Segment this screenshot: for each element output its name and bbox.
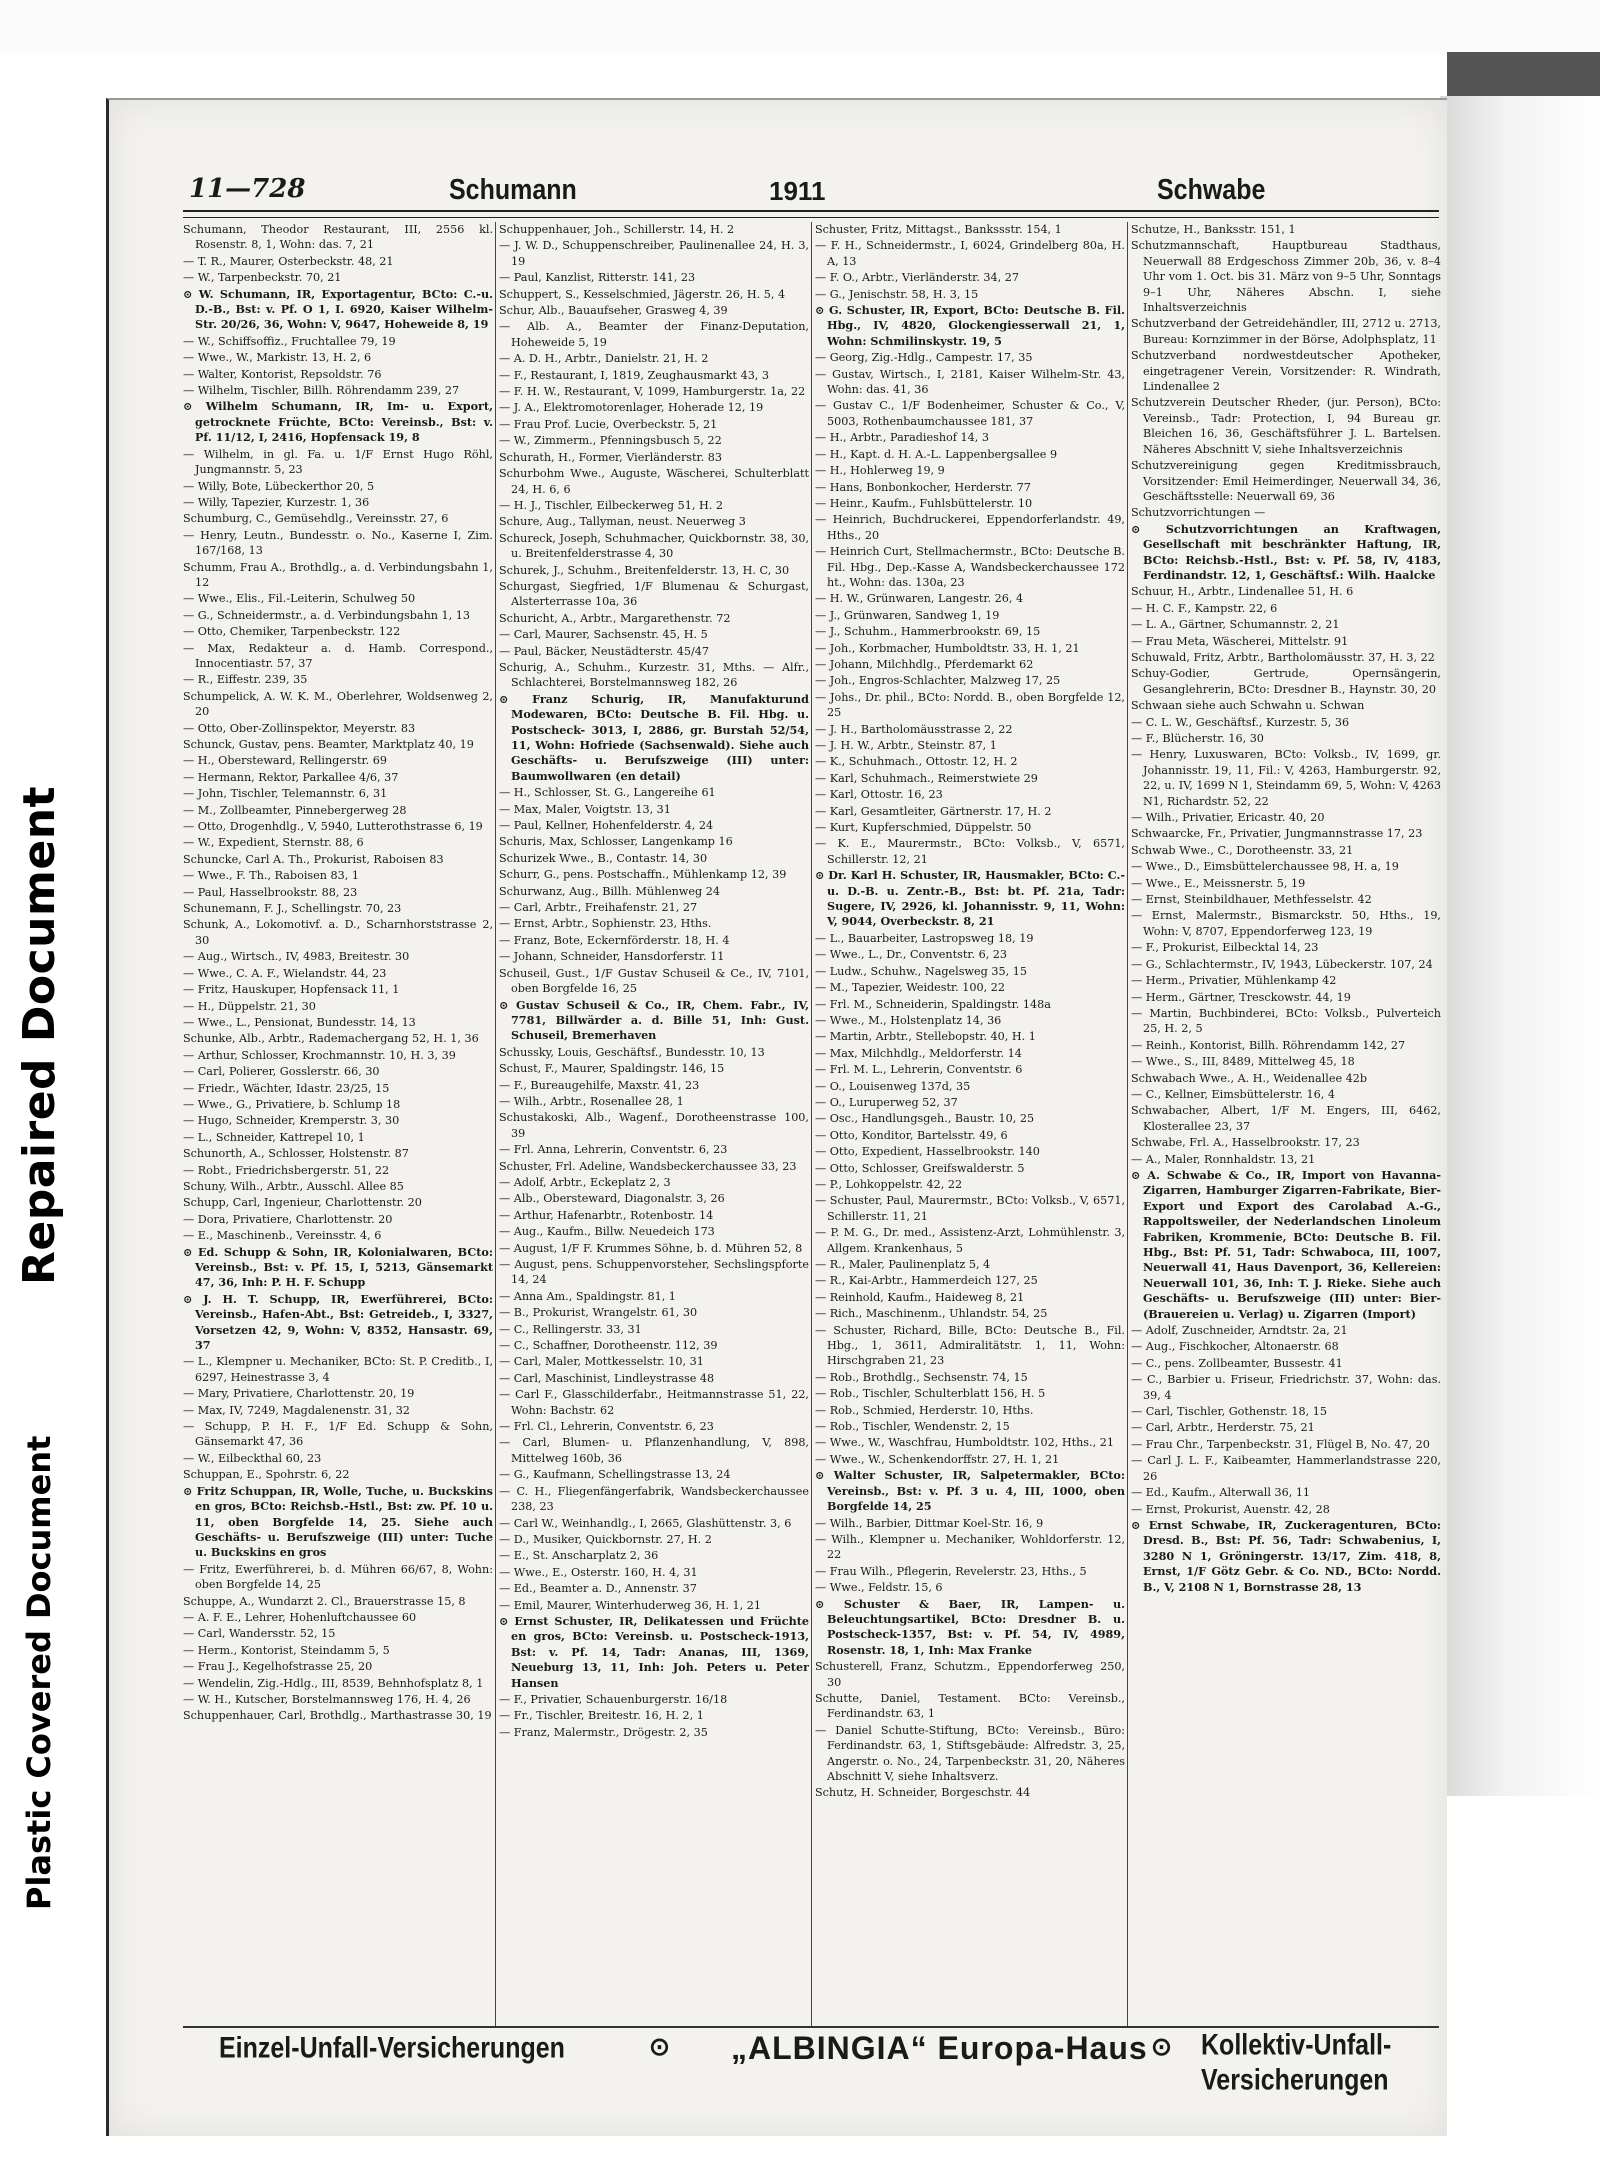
directory-entry: — Wilh., Klempner u. Mechaniker, Wohldorferstr. 12, 22 bbox=[815, 1532, 1125, 1562]
header-rule bbox=[183, 210, 1439, 218]
directory-entry: — Frl. M., Schneiderin, Spaldingstr. 148a bbox=[815, 997, 1051, 1011]
directory-entry: — J. W. D., Schuppenschreiber, Paulinenallee 24, H. 3, 19 bbox=[499, 239, 809, 268]
directory-entry: — Ernst, Arbtr., Sophienstr. 23, Hths. bbox=[499, 917, 712, 931]
directory-entry: — F., Privatier, Schauenburgerstr. 16/18 bbox=[499, 1692, 728, 1706]
directory-entry: Schwabacher, Albert, 1/F M. Engers, III, 6462, Klosterallee 23, 37 bbox=[1131, 1104, 1441, 1133]
directory-entry: — H., Arbtr., Paradieshof 14, 3 bbox=[815, 431, 989, 445]
directory-entry: — M., Tapezier, Weidestr. 100, 22 bbox=[815, 981, 1005, 995]
header-first-name: Schumann bbox=[449, 173, 577, 207]
directory-entry: — Anna Am., Spaldingstr. 81, 1 bbox=[499, 1289, 676, 1303]
column-divider bbox=[1127, 222, 1128, 2027]
scan-top-margin bbox=[0, 0, 1600, 55]
repaired-document-label: Repaired Document bbox=[14, 785, 65, 1285]
directory-entry: — L., Klempner u. Mechaniker, BCto: St. P. Creditb., I, 6297, Heinestrasse 3, 4 bbox=[183, 1355, 493, 1384]
directory-entry: Schunemann, F. J., Schellingstr. 70, 23 bbox=[183, 902, 402, 916]
directory-entry: — Rob., Tischler, Wendenstr. 2, 15 bbox=[815, 1420, 1010, 1434]
directory-entry: Schurig, A., Schuhm., Kurzestr. 31, Mths. — Alfr., Schlachterei, Borstelmannsweg 182, 26 bbox=[499, 660, 809, 690]
directory-entry: — Henry, Luxuswaren, BCto: Volksb., IV, 1699, gr. Johannisstr. 19, 11, Fil.: V, 4263, Hamburgerstr. 92, 22, u. IV, 1699 N 1, Steindamm 69, 5, Wohn: V, 4263 N1, Richardstr. 52, 22 bbox=[1131, 748, 1441, 808]
directory-entry: Schuster, Fritz, Mittagst., Bankssstr. 154, 1 bbox=[815, 223, 1062, 236]
directory-entry: — Paul, Kellner, Hohenfelderstr. 4, 24 bbox=[499, 819, 714, 833]
directory-entry: — Willy, Tapezier, Kurzestr. 1, 36 bbox=[183, 495, 370, 509]
directory-entry: — R., Eiffestr. 239, 35 bbox=[183, 673, 308, 687]
directory-entry: — Johann, Milchhdlg., Pferdemarkt 62 bbox=[815, 657, 1034, 671]
directory-entry: — C., pens. Zollbeamter, Bussestr. 41 bbox=[1131, 1356, 1343, 1370]
footer-left-ad: Einzel-Unfall-Versicherungen bbox=[219, 2031, 565, 2065]
directory-entry: — Reinh., Kontorist, Billh. Röhrendamm 142, 27 bbox=[1131, 1038, 1406, 1052]
directory-entry: — August, 1/F F. Krummes Söhne, b. d. Mühren 52, 8 bbox=[499, 1241, 803, 1255]
directory-entry: Schuur, H., Arbtr., Lindenallee 51, H. 6 bbox=[1131, 585, 1354, 599]
directory-entry: — Adolf, Zuschneider, Arndtstr. 2a, 21 bbox=[1131, 1324, 1348, 1338]
directory-entry: — Dora, Privatiere, Charlottenstr. 20 bbox=[183, 1212, 393, 1226]
directory-entry: — D., Musiker, Quickbornstr. 27, H. 2 bbox=[499, 1532, 712, 1546]
directory-entry: ⊙ G. Schuster, IR, Export, BCto: Deutsche B. Fil. Hbg., IV, 4820, Glockengiesserwall 21, 1, Wohn: Schmilinskystr. 19, 5 bbox=[815, 303, 1125, 348]
directory-entry: — K. E., Maurermstr., BCto: Volksb., V, 6571, Schillerstr. 12, 21 bbox=[815, 837, 1125, 866]
directory-entry: — L., Bauarbeiter, Lastropsweg 18, 19 bbox=[815, 931, 1034, 945]
directory-entry: — Wwe., D., Eimsbüttelerchaussee 98, H. a, 19 bbox=[1131, 860, 1399, 874]
directory-entry: Schuppenhauer, Carl, Brothdlg., Marthastrasse 30, 19 bbox=[183, 1709, 492, 1723]
directory-entry: — Arthur, Hafenarbtr., Rotenbostr. 14 bbox=[499, 1208, 714, 1222]
header-last-name: Schwabe bbox=[1157, 173, 1266, 207]
directory-entry: — Kurt, Kupferschmied, Düppelstr. 50 bbox=[815, 821, 1032, 835]
document-condition-sidebar bbox=[0, 60, 100, 2160]
directory-entry: Schutz, H. Schneider, Borgeschstr. 44 bbox=[815, 1786, 1031, 1800]
directory-entry: — T. R., Maurer, Osterbeckstr. 48, 21 bbox=[183, 254, 394, 268]
directory-entry: — G., Kaufmann, Schellingstrasse 13, 24 bbox=[499, 1468, 731, 1482]
directory-entry: — Hugo, Schneider, Kremperstr. 3, 30 bbox=[183, 1114, 400, 1128]
directory-entry: Schunck, Gustav, pens. Beamter, Marktplatz 40, 19 bbox=[183, 738, 474, 751]
directory-entry: — K., Schuhmach., Ottostr. 12, H. 2 bbox=[815, 755, 1018, 769]
directory-entry: — Otto, Konditor, Bartelsstr. 49, 6 bbox=[815, 1128, 1008, 1142]
directory-entry: — F., Blücherstr. 16, 30 bbox=[1131, 732, 1264, 745]
directory-entry: — Willy, Bote, Lübeckerthor 20, 5 bbox=[183, 479, 375, 493]
directory-entry: Schusterell, Franz, Schutzm., Eppendorferweg 250, 30 bbox=[815, 1660, 1125, 1689]
directory-entry: Schumpelick, A. W. K. M., Oberlehrer, Woldsenweg 2, 20 bbox=[183, 689, 493, 719]
directory-entry: — Walter, Kontorist, Repsoldstr. 76 bbox=[183, 367, 382, 381]
directory-entry: — G., Jenischstr. 58, H. 3, 15 bbox=[815, 287, 979, 301]
directory-entry: — Wwe., F. Th., Raboisen 83, 1 bbox=[183, 869, 359, 883]
directory-entry: — Wendelin, Zig.-Hdlg., III, 8539, Behnhofsplatz 8, 1 bbox=[183, 1676, 484, 1690]
directory-entry: — Herm., Kontorist, Steindamm 5, 5 bbox=[183, 1643, 390, 1657]
directory-entry: — Heinr., Kaufm., Fuhlsbüttelerstr. 10 bbox=[815, 496, 1033, 510]
directory-entry: Schutzverein Deutscher Rheder, (jur. Person), BCto: Vereinsb., Tadr: Protection, I, 94 Bureau gr. Bleichen 16, 36, Geschäftsführer J. L. Bartelsen. Näheres Abschnitt V, siehe Inhaltsverzeichnis bbox=[1131, 396, 1441, 456]
directory-entry: — Joh., Engros-Schlachter, Malzweg 17, 25 bbox=[815, 674, 1061, 688]
directory-entry: — Carl F., Glasschilderfabr., Heitmannstrasse 51, 22, Wohn: Bachstr. 62 bbox=[499, 1388, 809, 1417]
directory-entry: — Carl, Maler, Mottkesselstr. 10, 31 bbox=[499, 1355, 704, 1369]
directory-entry: — Schuster, Richard, Bille, BCto: Deutsche B., Fil. Hbg., 1, 3611, Admiralitätstr. 1, 11, Wohn: Hirschgraben 21, 23 bbox=[815, 1323, 1125, 1368]
footer-bullet-icon: ⊙ bbox=[649, 2033, 670, 2061]
directory-entry: Schuncke, Carl A. Th., Prokurist, Raboisen 83 bbox=[183, 852, 444, 866]
directory-entry: — C. L. W., Geschäftsf., Kurzestr. 5, 36 bbox=[1131, 715, 1350, 729]
directory-entry: Schustakoski, Alb., Wagenf., Dorotheenstrasse 100, 39 bbox=[499, 1111, 809, 1140]
directory-entry: — Frau Wilh., Pflegerin, Revelerstr. 23, Hths., 5 bbox=[815, 1564, 1087, 1578]
directory-entry: Schurgast, Siegfried, 1/F Blumenau & Schurgast, Alsterterrasse 10a, 36 bbox=[499, 579, 809, 609]
directory-entry: — Max, IV, 7249, Magdalenenstr. 31, 32 bbox=[183, 1403, 410, 1417]
directory-entry: — W., Tarpenbeckstr. 70, 21 bbox=[183, 271, 342, 285]
directory-entry: — Frau Prof. Lucie, Overbeckstr. 5, 21 bbox=[499, 417, 718, 431]
directory-entry: — Ludw., Schuhw., Nagelsweg 35, 15 bbox=[815, 964, 1027, 978]
directory-entry: — H. C. F., Kampstr. 22, 6 bbox=[1131, 601, 1278, 615]
column-divider bbox=[495, 222, 496, 2027]
directory-page bbox=[106, 98, 1447, 2136]
directory-entry: — Robt., Friedrichsbergerstr. 51, 22 bbox=[183, 1163, 390, 1177]
directory-entry: — F. H., Schneidermstr., I, 6024, Grindelberg 80a, H. A, 13 bbox=[815, 239, 1125, 268]
directory-entry: — W., Schiffsoffiz., Fruchtallee 79, 19 bbox=[183, 334, 396, 348]
directory-entry: — Ernst, Prokurist, Auenstr. 42, 28 bbox=[1131, 1502, 1330, 1516]
directory-entry: — G., Schlachtermstr., IV, 1943, Lübeckerstr. 107, 24 bbox=[1131, 957, 1433, 971]
directory-entry: — Carl, Tischler, Gothenstr. 18, 15 bbox=[1131, 1405, 1327, 1419]
directory-entry: — Martin, Buchbinderei, BCto: Volksb., Pulverteich 25, H. 2, 5 bbox=[1131, 1006, 1441, 1036]
directory-entry: — Carl, Maschinist, Lindleystrasse 48 bbox=[499, 1371, 715, 1385]
advertisement-footer bbox=[191, 2028, 1441, 2097]
directory-entry: Schurek, J., Schuhm., Breitenfelderstr. 13, H. C, 30 bbox=[499, 563, 790, 577]
directory-entry: — Heinrich, Buchdruckerei, Eppendorferlandstr. 49, Hths., 20 bbox=[815, 513, 1125, 542]
directory-entry: — Joh., Korbmacher, Humboldtstr. 33, H. 1, 21 bbox=[815, 641, 1080, 655]
directory-entry: — Ed., Beamter a. D., Annenstr. 37 bbox=[499, 1582, 697, 1596]
directory-entry: — Wwe., W., Schenkendorffstr. 27, H. 1, 21 bbox=[815, 1452, 1060, 1466]
directory-entry: — A. F. E., Lehrer, Hohenluftchaussee 60 bbox=[183, 1610, 417, 1624]
directory-entry: — R., Maler, Paulinenplatz 5, 4 bbox=[815, 1258, 991, 1271]
directory-entry: — Emil, Maurer, Winterhuderweg 36, H. 1, 21 bbox=[499, 1598, 762, 1612]
directory-entry: — Carl, Maurer, Sachsenstr. 45, H. 5 bbox=[499, 628, 708, 642]
directory-entry: Schuppenhauer, Joh., Schillerstr. 14, H. 2 bbox=[499, 223, 735, 236]
directory-entry: — G., Schneidermstr., a. d. Verbindungsbahn 1, 13 bbox=[183, 608, 471, 622]
directory-entry: — A., Maler, Ronnhaldstr. 13, 21 bbox=[1131, 1152, 1316, 1166]
directory-entry: — O., Louisenweg 137d, 35 bbox=[815, 1079, 971, 1093]
directory-entry: — C. H., Fliegenfängerfabrik, Wandsbeckerchaussee 238, 23 bbox=[499, 1484, 809, 1514]
directory-entry: — Ernst, Steinbildhauer, Methfesselstr. 42 bbox=[1131, 893, 1372, 907]
directory-entry: — W., Expedient, Sternstr. 88, 6 bbox=[183, 836, 364, 850]
directory-entry: Schuseil, Gust., 1/F Gustav Schuseil & Ce., IV, 7101, oben Borgfelde 16, 25 bbox=[499, 966, 809, 996]
directory-entry: — E., Maschinenb., Vereinsstr. 4, 6 bbox=[183, 1229, 382, 1243]
directory-entry: — H., Schlosser, St. G., Langereihe 61 bbox=[499, 786, 716, 800]
directory-entry: — Carl J. L. F., Kaibeamter, Hammerlandstrasse 220, 26 bbox=[1131, 1454, 1441, 1483]
directory-entry: — Frau Meta, Wäscherei, Mittelstr. 91 bbox=[1131, 634, 1349, 648]
directory-entry: — C., Barbier u. Friseur, Friedrichstr. 37, Wohn: das. 39, 4 bbox=[1131, 1373, 1441, 1402]
directory-entry: Schwabach Wwe., A. H., Weidenallee 42b bbox=[1131, 1071, 1368, 1085]
directory-entry: — Max, Maler, Voigtstr. 13, 31 bbox=[499, 802, 671, 816]
directory-entry: — Otto, Expedient, Hasselbrookstr. 140 bbox=[815, 1145, 1040, 1159]
directory-entry: Schurbohm Wwe., Auguste, Wäscherei, Schulterblatt 24, H. 6, 6 bbox=[499, 467, 809, 496]
directory-entry: ⊙ W. Schumann, IR, Exportagentur, BCto: C.-u. D.-B., Bst: v. Pf. O 1, I. 6920, Kaiser Wilhelm-Str. 20/26, 36, Wohn: V, 9647, Hoheweide 8, 19 bbox=[183, 286, 493, 332]
directory-entry: — Wwe., S., III, 8489, Mittelweg 45, 18 bbox=[1131, 1055, 1355, 1069]
directory-entry: ⊙ A. Schwabe & Co., IR, Import von Havanna-Zigarren, Hamburger Zigarren-Fabrikate, Bier-Export und Export des Carolabad A.-G., Rappoltsweiler, der Nederlandschen Linoleum Fabriken, Krommenie, BCto: Deutsche B. Fil. Hbg., Bst: Pf. 51, Tadr: Schwaboca, III, 1007, Neuerwall 41, Haus Davenport, 36, Kellereien: Neuerwall 101, 36, Inh: T. J. Rieke. Siehe auch Geschäfts- u. Berufszweige (III) unter: Bier- (Brauereien u. Verlag) u. Zigarren (Import) bbox=[1131, 1167, 1441, 1321]
directory-entry: Schunorth, A., Schlosser, Holstenstr. 87 bbox=[183, 1147, 409, 1161]
directory-entry: Schwaarcke, Fr., Privatier, Jungmannstrasse 17, 23 bbox=[1131, 827, 1423, 841]
directory-entry: ⊙ Ernst Schwabe, IR, Zuckeragenturen, BCto: Dresd. B., Bst: Pf. 56, Tadr: Schwabenius, I, 3280 N 1, Gröningerstr. 13/17, Zim. 418, 8, Ernst, 1/F Götz Gebr. & Co. ND., BCto: Nordd. B., V, 2108 N 1, Bornstrasse 28, 13 bbox=[1131, 1517, 1441, 1594]
directory-entry: Schure, Aug., Tallyman, neust. Neuerweg 3 bbox=[499, 515, 746, 529]
directory-entry: — Otto, Drogenhdlg., V, 5940, Lutterothstrasse 6, 19 bbox=[183, 820, 483, 834]
directory-entry: — Wilhelm, in gl. Fa. u. 1/F Ernst Hugo Röhl, Jungmannstr. 5, 23 bbox=[183, 447, 493, 477]
directory-entry: — Arthur, Schlosser, Krochmannstr. 10, H. 3, 39 bbox=[183, 1048, 456, 1062]
directory-entry: — H. W., Grünwaren, Langestr. 26, 4 bbox=[815, 592, 1024, 606]
directory-entry: — O., Luruperweg 52, 37 bbox=[815, 1095, 958, 1109]
column-divider bbox=[811, 222, 812, 2027]
directory-entry: — Wwe., C. A. F., Wielandstr. 44, 23 bbox=[183, 966, 387, 980]
directory-entry: — Carl, Arbtr., Herderstr. 75, 21 bbox=[1131, 1421, 1315, 1435]
directory-entry: Schuppan, E., Spohrstr. 6, 22 bbox=[183, 1468, 350, 1482]
directory-entry: — Osc., Handlungsgeh., Baustr. 10, 25 bbox=[815, 1112, 1035, 1126]
directory-entry: Schutzvereinigung gegen Kreditmissbrauch, Vorsitzender: Emil Heimerdinger, Neuerwall 34, 36, Geschäftsstelle: Neuerwall 69, 36 bbox=[1131, 459, 1441, 503]
directory-entry: — Carl, Blumen- u. Pflanzenhandlung, V, 898, Mittelweg 160b, 36 bbox=[499, 1436, 809, 1465]
directory-entry: — J. H. W., Arbtr., Steinstr. 87, 1 bbox=[815, 739, 997, 752]
directory-entry: — Aug., Kaufm., Billw. Neuedeich 173 bbox=[499, 1225, 715, 1239]
directory-columns bbox=[183, 222, 1439, 2027]
directory-entry: — Wwe., L., Dr., Conventstr. 6, 23 bbox=[815, 948, 1008, 962]
directory-entry: ⊙ Schutzvorrichtungen an Kraftwagen, Gesellschaft mit beschränkter Haftung, IR, BCto: Reichsb.-Hstl., Bst: v. Pf. 58, IV, 4183, Ferdinandstr. 12, 1, Geschäftsf.: Wilh. Haalcke bbox=[1131, 521, 1441, 582]
directory-entry: Schutzverband nordwestdeutscher Apotheker, eingetragener Verein, Vorsitzender: R. Windrath, Lindenallee 2 bbox=[1131, 349, 1441, 394]
directory-entry: — F. O., Arbtr., Vierländerstr. 34, 27 bbox=[815, 271, 1019, 285]
directory-entry: Schumann, Theodor Restaurant, III, 2556 kl. Rosenstr. 8, 1, Wohn: das. 7, 21 bbox=[183, 223, 493, 252]
directory-entry: — Fritz, Ewerführerei, b. d. Mühren 66/67, 8, Wohn: oben Borgfelde 14, 25 bbox=[183, 1562, 493, 1592]
directory-entry: — Wwe., E., Meissnerstr. 5, 19 bbox=[1131, 876, 1306, 890]
directory-entry: Schumburg, C., Gemüsehdlg., Vereinsstr. 27, 6 bbox=[183, 512, 449, 526]
directory-entry: — Wwe., G., Privatiere, b. Schlump 18 bbox=[183, 1097, 401, 1111]
directory-entry: — Fritz, Hauskuper, Hopfensack 11, 1 bbox=[183, 983, 400, 997]
directory-entry: Schuricht, A., Arbtr., Margarethenstr. 72 bbox=[499, 611, 731, 625]
directory-entry: — Herm., Privatier, Mühlenkamp 42 bbox=[1131, 974, 1337, 988]
directory-entry: — Aug., Wirtsch., IV, 4983, Breitestr. 30 bbox=[183, 950, 410, 964]
directory-column-1 bbox=[183, 222, 493, 2027]
directory-entry: — Rob., Brothdlg., Sechsenstr. 74, 15 bbox=[815, 1370, 1028, 1384]
directory-entry: — Martin, Arbtr., Stellebopstr. 40, H. 1 bbox=[815, 1030, 1036, 1044]
directory-entry: — Alb., Obersteward, Diagonalstr. 3, 26 bbox=[499, 1192, 725, 1206]
directory-entry: — Rob., Tischler, Schulterblatt 156, H. 5 bbox=[815, 1387, 1046, 1401]
footer-right-ad: Kollektiv-Unfall-Versicherungen bbox=[1201, 2028, 1392, 2097]
directory-entry: — C., Schaffner, Dorotheenstr. 112, 39 bbox=[499, 1339, 718, 1353]
directory-entry: Schussky, Louis, Geschäftsf., Bundesstr. 10, 13 bbox=[499, 1045, 765, 1059]
directory-entry: Schuster, Frl. Adeline, Wandsbeckerchaussee 33, 23 bbox=[499, 1159, 797, 1173]
scan-edge-shadow bbox=[1447, 52, 1600, 96]
directory-entry: Schuris, Max, Schlosser, Langenkamp 16 bbox=[499, 835, 733, 849]
directory-entry: — Adolf, Arbtr., Eckeplatz 2, 3 bbox=[499, 1175, 671, 1189]
directory-entry: ⊙ Gustav Schuseil & Co., IR, Chem. Fabr., IV, 7781, Billwärder a. d. Bille 51, Inh: Gust. Schuseil, Bremerhaven bbox=[499, 997, 809, 1043]
directory-entry: — F., Prokurist, Eilbecktal 14, 23 bbox=[1131, 941, 1319, 955]
directory-entry: — Mary, Privatiere, Charlottenstr. 20, 19 bbox=[183, 1387, 415, 1401]
directory-entry: — Friedr., Wächter, Idastr. 23/25, 15 bbox=[183, 1081, 390, 1095]
directory-entry: — Carl, Arbtr., Freihafenstr. 21, 27 bbox=[499, 901, 698, 915]
directory-entry: — Johs., Dr. phil., BCto: Nordd. B., oben Borgfelde 12, 25 bbox=[815, 690, 1125, 720]
directory-entry: — F., Bureaugehilfe, Maxstr. 41, 23 bbox=[499, 1078, 700, 1092]
directory-entry: — E., St. Anscharplatz 2, 36 bbox=[499, 1549, 659, 1563]
directory-entry: Schutzmannschaft, Hauptbureau Stadthaus, Neuerwall 88 Erdgeschoss Zimmer 20b, 36, v. 8–4 Uhr vom 1. Oct. bis 31. März von 9–5 Uhr, Sonntags 9–1 Uhr, Näheres Abschn. I, siehe Inhaltsverzeichnis bbox=[1131, 239, 1441, 315]
directory-entry: — Fr., Tischler, Breitestr. 16, H. 2, 1 bbox=[499, 1709, 704, 1723]
directory-entry: Schwab Wwe., C., Dorotheenstr. 33, 21 bbox=[1131, 843, 1354, 857]
directory-entry: Schureck, Joseph, Schuhmacher, Quickbornstr. 38, 30, u. Breitenfelderstrasse 4, 30 bbox=[499, 531, 809, 561]
directory-entry: — Rob., Schmied, Herderstr. 10, Hths. bbox=[815, 1403, 1034, 1417]
directory-entry: — Wilhelm, Tischler, Billh. Röhrendamm 239, 27 bbox=[183, 384, 460, 398]
directory-entry: — J. H., Bartholomäusstrasse 2, 22 bbox=[815, 722, 1013, 736]
directory-entry: — Wilh., Barbier, Dittmar Koel-Str. 16, 9 bbox=[815, 1516, 1044, 1530]
plastic-covered-label: Plastic Covered Document bbox=[20, 1435, 58, 1910]
directory-entry: Schuy-Godier, Gertrude, Opernsängerin, Gesanglehrerin, BCto: Dresdner B., Haynstr. 30, 20 bbox=[1131, 667, 1441, 696]
directory-entry: Schuny, Wilh., Arbtr., Ausschl. Allee 85 bbox=[183, 1179, 404, 1193]
directory-entry: — Herm., Gärtner, Tresckowstr. 44, 19 bbox=[1131, 990, 1351, 1004]
directory-entry: — H., Düppelstr. 21, 30 bbox=[183, 999, 316, 1013]
directory-entry: ⊙ Dr. Karl H. Schuster, IR, Hausmakler, BCto: C.- u. D.-B. u. Zentr.-B., Bst: bt. Pf. 21a, Tadr: Sugere, IV, 2926, kl. Johannisstr. 9, 11, Wohn: V, 9044, Overbeckstr. 8, 21 bbox=[815, 868, 1125, 929]
directory-entry: — M., Zollbeamter, Pinnebergerweg 28 bbox=[183, 803, 407, 817]
directory-entry: — H., Obersteward, Rellingerstr. 69 bbox=[183, 754, 388, 768]
directory-entry: — Wwe., M., Holstenplatz 14, 36 bbox=[815, 1013, 1002, 1027]
directory-entry: Schuppert, S., Kesselschmied, Jägerstr. 26, H. 5, 4 bbox=[499, 287, 786, 301]
directory-entry: ⊙ J. H. T. Schupp, IR, Ewerführerei, BCto: Vereinsb., Hafen-Abt., Bst: Getreideb., I, 3327, Vorsetzen 42, 9, Wohn: V, 8352, Hansastr. 69, 37 bbox=[183, 1291, 493, 1353]
directory-entry: Schumm, Frau A., Brothdlg., a. d. Verbindungsbahn 1, 12 bbox=[183, 560, 493, 589]
directory-entry: — A. D. H., Arbtr., Danielstr. 21, H. 2 bbox=[499, 352, 709, 366]
directory-entry: — Frl. Anna, Lehrerin, Conventstr. 6, 23 bbox=[499, 1143, 728, 1157]
directory-entry: — C., Rellingerstr. 33, 31 bbox=[499, 1322, 642, 1336]
directory-entry: — Carl W., Weinhandlg., I, 2665, Glashüttenstr. 3, 6 bbox=[499, 1516, 792, 1530]
directory-entry: — Wwe., W., Markistr. 13, H. 2, 6 bbox=[183, 351, 372, 365]
directory-entry: — Otto, Ober-Zollinspektor, Meyerstr. 83 bbox=[183, 721, 416, 735]
directory-entry: — Paul, Kanzlist, Ritterstr. 141, 23 bbox=[499, 271, 696, 285]
directory-entry: Schurizek Wwe., B., Contastr. 14, 30 bbox=[499, 851, 708, 865]
directory-entry: — August, pens. Schuppenvorsteher, Sechslingspforte 14, 24 bbox=[499, 1258, 809, 1287]
directory-entry: — Karl, Schuhmach., Reimerstwiete 29 bbox=[815, 771, 1038, 785]
directory-entry: — Hans, Bonbonkocher, Herderstr. 77 bbox=[815, 480, 1031, 494]
footer-center-ad: „ALBINGIA“ Europa-Haus bbox=[731, 2030, 1148, 2066]
directory-entry: — Franz, Bote, Eckernförderstr. 18, H. 4 bbox=[499, 933, 730, 947]
directory-entry: — Reinhold, Kaufm., Haideweg 8, 21 bbox=[815, 1290, 1025, 1304]
directory-entry: Schupp, Carl, Ingenieur, Charlottenstr. 20 bbox=[183, 1196, 422, 1210]
directory-entry: — Wilh., Arbtr., Rosenallee 28, 1 bbox=[499, 1094, 684, 1108]
directory-entry: Schur, Alb., Bauaufseher, Grasweg 4, 39 bbox=[499, 304, 728, 318]
directory-entry: — Georg, Zig.-Hdlg., Campestr. 17, 35 bbox=[815, 351, 1033, 365]
directory-entry: ⊙ Schuster & Baer, IR, Lampen- u. Beleuchtungsartikel, BCto: Dresdner B. u. Postscheck-1357, Bst: v. Pf. 54, IV, 4989, Rosenstr. 18, 1, Inh: Max Franke bbox=[815, 1596, 1125, 1657]
directory-entry: — Alb. A., Beamter der Finanz-Deputation, Hoheweide 5, 19 bbox=[499, 320, 809, 349]
directory-entry: — W. H., Kutscher, Borstelmannsweg 176, H. 4, 26 bbox=[183, 1692, 471, 1706]
directory-entry: — John, Tischler, Telemannstr. 6, 31 bbox=[183, 787, 388, 801]
directory-entry: — Wwe., E., Osterstr. 160, H. 4, 31 bbox=[499, 1565, 698, 1579]
directory-entry: — Carl, Wandersstr. 52, 15 bbox=[183, 1627, 336, 1641]
directory-entry: — J. A., Elektromotorenlager, Hoherade 12, 19 bbox=[499, 401, 764, 415]
directory-entry: ⊙ Walter Schuster, IR, Salpetermakler, BCto: Vereinsb., Bst: v. Pf. 3 u. 4, III, 1000, oben Borgfelde 14, 25 bbox=[815, 1468, 1125, 1514]
directory-entry: ⊙ Ed. Schupp & Sohn, IR, Kolonialwaren, BCto: Vereinsb., Bst: v. Pf. 15, I, 5213, Gänsemarkt 47, 36, Inh: P. H. F. Schupp bbox=[183, 1244, 493, 1290]
directory-entry: ⊙ Ernst Schuster, IR, Delikatessen und Früchte en gros, BCto: Vereinsb. u. Postscheck-1913, Bst: v. Pf. 14, Tadr: Ananas, III, 1369, Neueburg 13, 11, Inh: Joh. Peters u. Peter Hansen bbox=[499, 1613, 809, 1690]
directory-entry: Schutzverband der Getreidehändler, III, 2712 u. 2713, Bureau: Kornzimmer in der Börse, Adolphsplatz, 11 bbox=[1131, 317, 1441, 346]
directory-entry: — Max, Milchhdlg., Meldorferstr. 14 bbox=[815, 1046, 1022, 1060]
directory-entry: — Franz, Malermstr., Drögestr. 2, 35 bbox=[499, 1725, 708, 1739]
directory-entry: — H., Kapt. d. H. A.-L. Lappenbergsallee 9 bbox=[815, 447, 1058, 461]
directory-entry: — Johann, Schneider, Hansdorferstr. 11 bbox=[499, 950, 725, 964]
directory-entry: — Daniel Schutte-Stiftung, BCto: Vereinsb., Büro: Ferdinandstr. 63, 1, Stiftsgebäude: Alfredstr. 3, 25, Angerstr. o. No., 24, Tarpenbeckstr. 31, 20, Näheres Abschnitt V, siehe Inhaltsverz. bbox=[815, 1723, 1125, 1783]
directory-column-4 bbox=[1131, 222, 1441, 2027]
directory-entry: — Ed., Kaufm., Alterwall 36, 11 bbox=[1131, 1486, 1311, 1500]
directory-entry: — Otto, Chemiker, Tarpenbeckstr. 122 bbox=[183, 625, 401, 639]
page-number: 11—728 bbox=[189, 174, 306, 204]
directory-entry: — Paul, Hasselbrookstr. 88, 23 bbox=[183, 885, 358, 899]
directory-entry: — Rich., Maschinenm., Uhlandstr. 54, 25 bbox=[815, 1307, 1048, 1321]
scan-edge-gradient bbox=[1440, 96, 1600, 1796]
directory-entry: — Frl. Cl., Lehrerin, Conventstr. 6, 23 bbox=[499, 1420, 714, 1434]
directory-entry: ⊙ Franz Schurig, IR, Manufakturund Modewaren, BCto: Deutsche B. Fil. Hbg. u. Postscheck- 3013, I, 2886, gr. Burstah 52/54, 11, Wohn: Hofriede (Sachsenwald). Siehe auch Geschäfts- u. Berufszweige (III) unter: Baumwollwaren (en detail) bbox=[499, 691, 809, 783]
footer-bullet-icon: ⊙ bbox=[1151, 2033, 1172, 2061]
directory-entry: — Paul, Bäcker, Neustädterstr. 45/47 bbox=[499, 644, 709, 658]
directory-entry: — Wilh., Privatier, Ericastr. 40, 20 bbox=[1131, 811, 1325, 825]
directory-entry: — B., Prokurist, Wrangelstr. 61, 30 bbox=[499, 1306, 698, 1320]
directory-entry: — Schuster, Paul, Maurermstr., BCto: Volksb., V, 6571, Schillerstr. 11, 21 bbox=[815, 1194, 1125, 1223]
directory-entry: Schutzvorrichtungen — bbox=[1131, 506, 1266, 520]
directory-entry: — P. M. G., Dr. med., Assistenz-Arzt, Lohmühlenstr. 3, Allgem. Krankenhaus, 5 bbox=[815, 1226, 1125, 1255]
directory-entry: — H., Hohlerweg 19, 9 bbox=[815, 464, 945, 478]
directory-entry: Schutte, Daniel, Testament. BCto: Vereinsb., Ferdinandstr. 63, 1 bbox=[815, 1691, 1125, 1721]
directory-entry: — Gustav, Wirtsch., I, 2181, Kaiser Wilhelm-Str. 43, Wohn: das. 41, 36 bbox=[815, 367, 1125, 397]
directory-entry: Schunke, Alb., Arbtr., Rademachergang 52, H. 1, 36 bbox=[183, 1032, 479, 1046]
directory-entry: — Wwe., L., Pensionat, Bundesstr. 14, 13 bbox=[183, 1015, 416, 1029]
directory-entry: Schurwanz, Aug., Billh. Mühlenweg 24 bbox=[499, 884, 720, 898]
directory-entry: — L., Schneider, Kattrepel 10, 1 bbox=[183, 1130, 365, 1144]
directory-entry: Schuppe, A., Wundarzt 2. Cl., Brauerstrasse 15, 8 bbox=[183, 1594, 466, 1608]
directory-entry: Schurath, H., Former, Vierländerstr. 83 bbox=[499, 450, 723, 464]
directory-entry: — Schupp, P. H. F., 1/F Ed. Schupp & Sohn, Gänsemarkt 47, 36 bbox=[183, 1420, 493, 1449]
directory-entry: Schutze, H., Banksstr. 151, 1 bbox=[1131, 223, 1296, 236]
directory-entry: — J., Schuhm., Hammerbrookstr. 69, 15 bbox=[815, 625, 1041, 639]
page-header bbox=[189, 174, 1439, 214]
directory-entry: — W., Eilbeckthal 60, 23 bbox=[183, 1451, 322, 1465]
directory-entry: — J., Grünwaren, Sandweg 1, 19 bbox=[815, 608, 1000, 622]
directory-entry: — L. A., Gärtner, Schumannstr. 2, 21 bbox=[1131, 618, 1340, 632]
directory-entry: — Hermann, Rektor, Parkallee 4/6, 37 bbox=[183, 770, 399, 784]
directory-entry: — Karl, Ottostr. 16, 23 bbox=[815, 788, 943, 802]
directory-entry: — R., Kai-Arbtr., Hammerdeich 127, 25 bbox=[815, 1274, 1038, 1288]
directory-entry: — Karl, Gesamtleiter, Gärtnerstr. 17, H. 2 bbox=[815, 804, 1052, 818]
directory-entry: — Max, Redakteur a. d. Hamb. Correspond., Innocentiastr. 57, 37 bbox=[183, 641, 493, 670]
header-year: 1911 bbox=[769, 176, 826, 206]
directory-entry: — H. J., Tischler, Eilbeckerweg 51, H. 2 bbox=[499, 498, 723, 512]
directory-entry: — Frau Chr., Tarpenbeckstr. 31, Flügel B, No. 47, 20 bbox=[1131, 1437, 1430, 1451]
directory-entry: — Aug., Fischkocher, Altonaerstr. 68 bbox=[1131, 1340, 1339, 1354]
directory-entry: ⊙ Fritz Schuppan, IR, Wolle, Tuche, u. Buckskins en gros, BCto: Reichsb.-Hstl., Bst: zw. Pf. 10 u. 11, oben Borgfelde 14, 25. Siehe auch Geschäfts- u. Berufszweige (III) unter: Tuche u. Buckskins en gros bbox=[183, 1483, 493, 1560]
directory-entry: — C., Kellner, Eimsbüttelerstr. 16, 4 bbox=[1131, 1087, 1336, 1101]
directory-entry: Schuwald, Fritz, Arbtr., Bartholomäusstr. 37, H. 3, 22 bbox=[1131, 650, 1435, 664]
directory-entry: — P., Lohkoppelstr. 42, 22 bbox=[815, 1177, 963, 1191]
directory-entry: — Carl, Polierer, Gosslerstr. 66, 30 bbox=[183, 1065, 380, 1079]
directory-entry: Schurr, G., pens. Postschaffn., Mühlenkamp 12, 39 bbox=[499, 868, 787, 882]
directory-entry: — Wwe., Feldstr. 15, 6 bbox=[815, 1581, 943, 1595]
directory-entry: — W., Zimmerm., Pfenningsbusch 5, 22 bbox=[499, 434, 722, 448]
directory-entry: — Henry, Leutn., Bundesstr. o. No., Kaserne I, Zim. 167/168, 13 bbox=[183, 528, 493, 558]
directory-entry: — Otto, Schlosser, Greifswalderstr. 5 bbox=[815, 1161, 1025, 1175]
directory-entry: Schwaan siehe auch Schwahn u. Schwan bbox=[1131, 699, 1365, 713]
directory-column-3 bbox=[815, 222, 1125, 2027]
directory-entry: — F., Restaurant, I, 1819, Zeughausmarkt 43, 3 bbox=[499, 368, 770, 382]
directory-entry: — Frl. M. L., Lehrerin, Conventstr. 6 bbox=[815, 1063, 1023, 1077]
directory-entry: — Wwe., Elis., Fil.-Leiterin, Schulweg 50 bbox=[183, 592, 416, 606]
directory-column-2 bbox=[499, 222, 809, 2027]
directory-entry: ⊙ Wilhelm Schumann, IR, Im- u. Export, getrocknete Früchte, BCto: Vereinsb., Bst: v. Pf. 11/12, I, 2416, Hopfensack 19, 8 bbox=[183, 399, 493, 445]
directory-entry: — Gustav C., 1/F Bodenheimer, Schuster & Co., V, 5003, Rothenbaumchaussee 181, 37 bbox=[815, 399, 1125, 428]
directory-entry: — Heinrich Curt, Stellmachermstr., BCto: Deutsche B. Fil. Hbg., Dep.-Kasse A, Wandsbeckerchaussee 172 ht., Wohn: das. 130a, 23 bbox=[815, 545, 1125, 589]
directory-entry: Schust, F., Maurer, Spaldingstr. 146, 15 bbox=[499, 1062, 725, 1076]
directory-entry: Schwabe, Frl. A., Hasselbrookstr. 17, 23 bbox=[1131, 1136, 1360, 1150]
directory-entry: — Frau J., Kegelhofstrasse 25, 20 bbox=[183, 1660, 373, 1674]
directory-entry: — Wwe., W., Waschfrau, Humboldtstr. 102, Hths., 21 bbox=[815, 1436, 1114, 1450]
directory-entry: — F. H. W., Restaurant, V, 1099, Hamburgerstr. 1a, 22 bbox=[499, 385, 806, 399]
directory-entry: Schunk, A., Lokomotivf. a. D., Scharnhorststrasse 2, 30 bbox=[183, 918, 493, 947]
directory-entry: — Ernst, Malermstr., Bismarckstr. 50, Hths., 19, Wohn: V, 8707, Eppendorferweg 123, 19 bbox=[1131, 909, 1441, 938]
